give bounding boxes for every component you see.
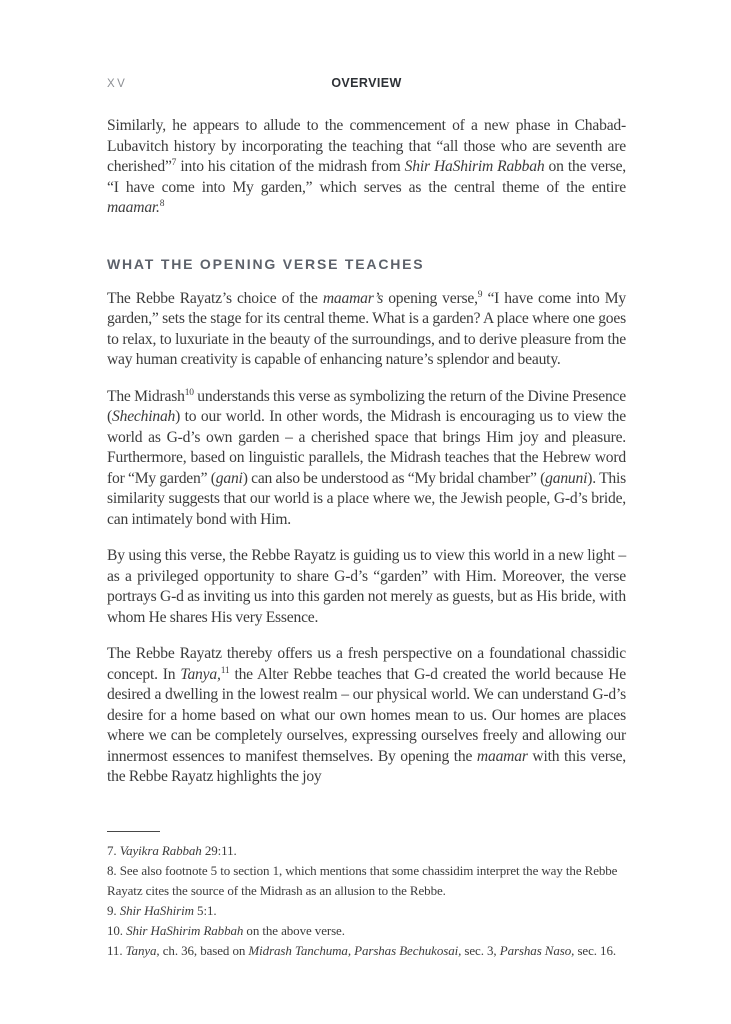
footnote: 10. Shir HaShirim Rabbah on the above verse. (107, 923, 345, 938)
page-number: XV (107, 78, 128, 90)
paragraph-midrash: The Midrash$^{10}$ understands this verse as symbolizing the return of the Divine Presence (Shechinah) to our world. In other words, the Midrash is encouraging us to view the world as G-d’s own garden – a cherished space that brings Him joy and pleasure. Furthermore, based on linguistic parallels, the Midrash teaches that the Hebrew word for “My garden” (gani) can also be understood as “My bridal chamber” (ganuni). This similarity suggests that our world is a place where we, the Jewish people, G-d’s bride, can intimately bond with Him. (107, 387, 627, 528)
paragraph-new-light: By using this verse, the Rebbe Rayatz is guiding us to view this world in a new light – as a privileged opportunity to share G-d’s “garden” with Him. Moreover, the verse portrays G-d as inviting us into this garden not merely as guests, but as His bride, with whom He shares His very Essence. (107, 547, 626, 626)
footnote: 9. Shir HaShirim 5:1. (107, 903, 217, 918)
paragraph-intro: Similarly, he appears to allude to the commencement of a new phase in Chabad-Lubavitch history by incorporating the teaching that “all those who are seventh are cherished”$^7$ into his citation of the midrash from Shir HaShirim Rabbah on the verse, “I have come into My garden,” which serves as the central theme of the entire maamar.$^8$ (107, 117, 626, 216)
paragraph-opening-verse: The Rebbe Rayatz’s choice of the maamar’s opening verse,$^9$ “I have come into My garden,” sets the stage for its central theme. What is a garden? A place where one goes to relax, to luxuriate in the beauty of the surroundings, and to derive pleasure from the way human creativity is capable of enhancing nature’s splendor and beauty. (107, 289, 626, 368)
footnote: 11. Tanya, ch. 36, based on Midrash Tanchuma, Parshas Bechukosai, sec. 3, Parshas Naso, sec. 16. (107, 943, 616, 958)
body-text-column (107, 116, 626, 804)
running-head-title: OVERVIEW (331, 76, 402, 90)
running-header (107, 76, 626, 94)
footnote: 8. See also footnote 5 to section 1, which mentions that some chassidim interpret the way the Rebbe Rayatz cites the source of the Midrash as an allusion to the Rebbe. (107, 863, 618, 898)
section-heading: WHAT THE OPENING VERSE TEACHES (107, 255, 425, 272)
footnote-list (107, 841, 626, 961)
footnote-divider (107, 831, 160, 832)
footnote: 7. Vayikra Rabbah 29:11. (107, 843, 237, 858)
paragraph-tanya: The Rebbe Rayatz thereby offers us a fresh perspective on a foundational chassidic concept. In Tanya,$^{11}$ the Alter Rebbe teaches that G-d created the world because He desired a dwelling in the lowest realm – our physical world. We can understand G-d’s desire for a home based on what our own homes mean to us. Our homes are places where we can be completely ourselves, expressing ourselves freely and allowing our innermost essences to manifest themselves. By opening the maamar with this verse, the Rebbe Rayatz highlights the joy (107, 645, 626, 785)
footnotes-section (107, 831, 626, 961)
